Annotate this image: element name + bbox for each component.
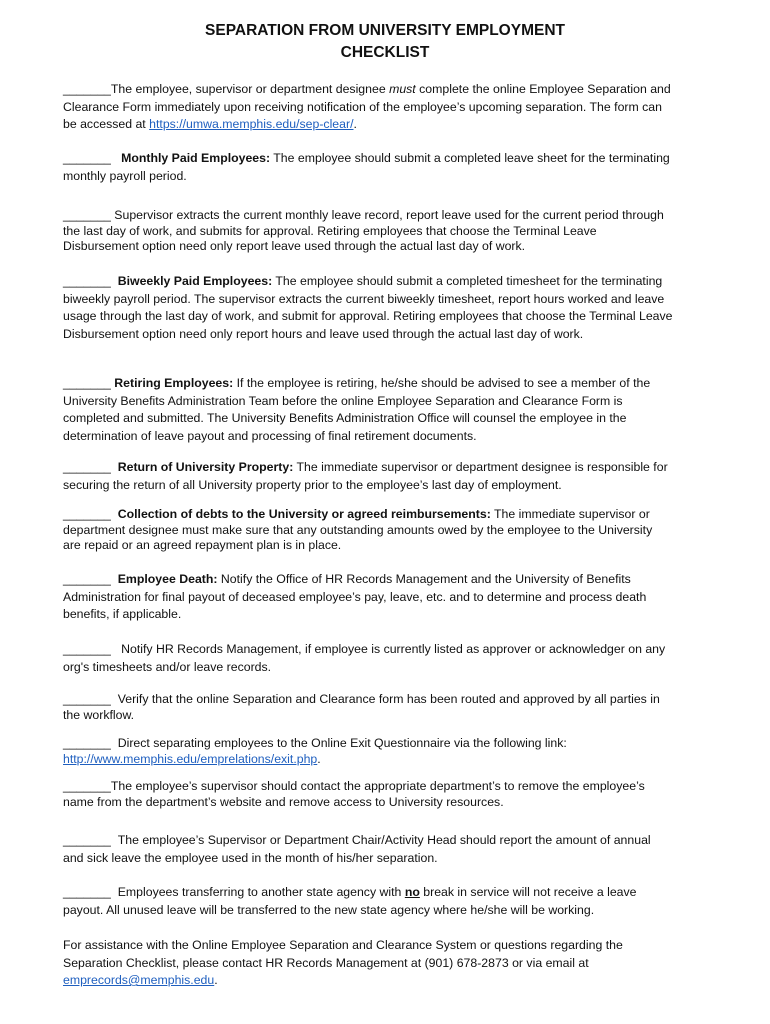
item-text: . <box>317 751 321 766</box>
checklist-item-supervisor-leave <box>63 208 673 255</box>
item-text: If the employee is retiring, he/she should be advised to see a member of the University Benefits Administration Team before the online Employee Separation and Clearance Form is completed and submitted. The University Benefits Administration Office will counsel the employee in the determination of leave payout and processing of final retirement documents. <box>63 376 651 443</box>
item-text: . <box>353 117 357 131</box>
item-heading: Collection of debts to the University or agreed reimbursements: <box>117 507 491 521</box>
checklist-blank: _______ <box>63 376 111 390</box>
item-text: Verify that the online Separation and Clearance form has been routed and approved by all parties in the workflow. <box>63 692 660 722</box>
checklist-item-monthly-paid <box>63 150 673 185</box>
checklist-blank: _______ <box>63 82 111 96</box>
checklist-item-state-transfer <box>63 884 673 919</box>
item-text: The employee should submit a completed leave sheet for the terminating monthly payroll period. <box>63 151 670 183</box>
checklist-blank: _______ <box>63 779 111 793</box>
checklist-blank: _______ <box>63 885 111 899</box>
checklist-item-report-leave <box>63 832 673 867</box>
item-heading: Return of University Property: <box>117 460 294 474</box>
checklist-blank: _______ <box>63 208 111 222</box>
item-text: break in service will not receive a leave payout. All unused leave will be transferred to the new state agency where he/she will be working. <box>63 885 637 917</box>
item-text: complete the online Employee Separation and Clearance Form immediately upon receiving notification of the employee’s upcoming separation. The form can be accessed at <box>63 82 671 131</box>
item-heading: Retiring Employees: <box>114 376 234 390</box>
item-text: Supervisor extracts the current monthly leave record, report leave used for the current period through the last day of work, and submits for approval. Retiring employees that choose the Terminal Leave Disbursement option need only report leave used through the actual last day of work. <box>63 208 664 253</box>
assistance-text: . <box>214 973 218 987</box>
page-subtitle: CHECKLIST <box>340 44 430 61</box>
checklist-blank: _______ <box>63 274 111 288</box>
checklist-blank: _______ <box>63 507 111 521</box>
checklist-blank: _______ <box>63 833 111 847</box>
checklist-item-notify-hr <box>63 641 673 676</box>
item-text: The immediate supervisor or department designee is responsible for securing the return of all University property prior to the employee’s last day of employment. <box>63 460 668 492</box>
checklist-item-collection-debts <box>63 507 673 554</box>
checklist-blank: _______ <box>63 642 111 656</box>
checklist-item-remove-access <box>63 779 673 810</box>
item-text: The immediate supervisor or department designee must make sure that any outstanding amounts owed by the employee to the University are repaid or an agreed repayment plan is in place. <box>63 507 653 552</box>
checklist-blank: _______ <box>63 460 111 474</box>
item-heading: Employee Death: <box>117 572 218 586</box>
checklist-blank: _______ <box>63 572 111 586</box>
checklist-blank: _______ <box>63 692 111 706</box>
checklist-item-retiring <box>63 375 673 445</box>
item-emphasis: no <box>404 885 420 899</box>
checklist-blank: _______ <box>63 151 111 165</box>
checklist-item-university-property <box>63 459 673 494</box>
assistance-text: For assistance with the Online Employee Separation and Clearance System or questions regarding the Separation Checklist, please contact HR Records Management at (901) 678-2873 or via email at <box>63 938 623 970</box>
item-text: Notify HR Records Management, if employee is currently listed as approver or acknowledger on any org's timesheets and/or leave records. <box>63 642 666 674</box>
item-text: Employees transferring to another state agency with <box>117 885 405 899</box>
item-heading: Biweekly Paid Employees: <box>117 274 273 288</box>
item-text: The employee’s supervisor should contact the appropriate department’s to remove the employee’s name from the department’s website and remove access to University resources. <box>63 779 645 809</box>
checklist-item-verify-form <box>63 692 673 723</box>
item-text: Direct separating employees to the Online Exit Questionnaire via the following link: <box>117 736 567 750</box>
sep-clear-link[interactable]: https://umwa.memphis.edu/sep-clear/ <box>149 117 354 131</box>
item-emphasis: must <box>389 82 416 96</box>
email-link[interactable]: emprecords@memphis.edu <box>63 973 215 987</box>
page-title: SEPARATION FROM UNIVERSITY EMPLOYMENT <box>205 22 565 39</box>
checklist-item-biweekly-paid <box>63 273 673 343</box>
item-heading: Monthly Paid Employees: <box>121 151 271 165</box>
checklist-blank: _______ <box>63 736 111 750</box>
checklist-item-exit-questionnaire <box>63 736 673 767</box>
item-text: The employee should submit a completed timesheet for the terminating biweekly payroll period. The supervisor extracts the current biweekly timesheet, report hours worked and leave usage through the last day of work, and submit for approval. Retiring employees that choose the Terminal Leave Disbursement option need only report hours and leave used through the actual last day of work. <box>63 274 673 341</box>
item-text: Notify the Office of HR Records Management and the University of Benefits Administration for final payout of deceased employee’s pay, leave, etc. and to determine and process death benefits, if applicable. <box>63 572 647 621</box>
checklist-item-employee-death <box>63 571 673 624</box>
assistance-note <box>63 937 673 990</box>
checklist-item-online-form <box>63 81 673 134</box>
item-text: The employee’s Supervisor or Department Chair/Activity Head should report the amount of annual and sick leave the employee used in the month of his/her separation. <box>63 833 651 865</box>
item-text: The employee, supervisor or department designee <box>110 82 390 96</box>
exit-questionnaire-link[interactable]: http://www.memphis.edu/emprelations/exit.php <box>63 751 318 766</box>
